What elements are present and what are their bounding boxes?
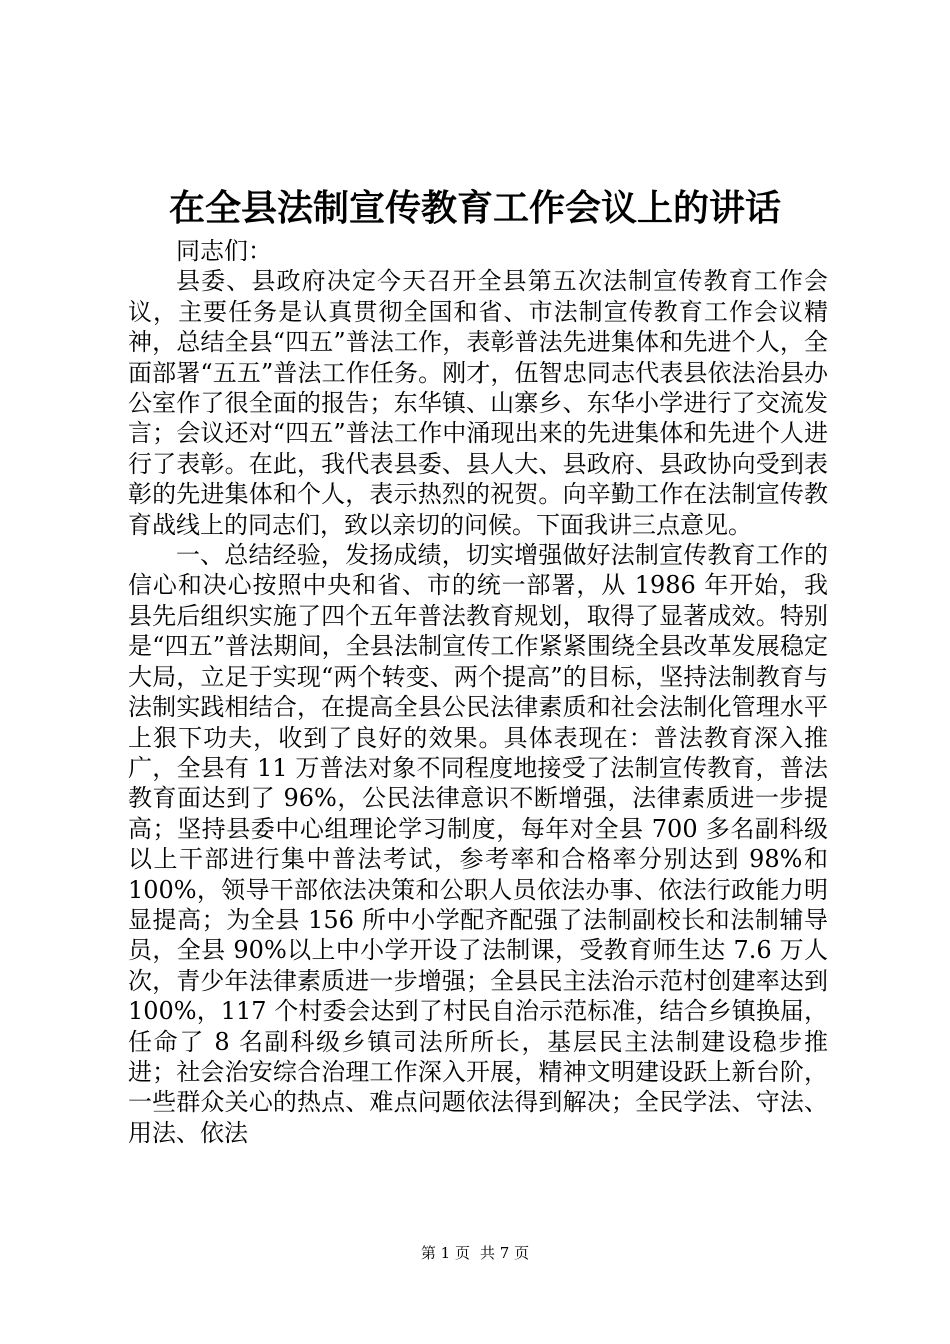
page-total: 共 7 页: [480, 1244, 530, 1262]
intro-paragraph: 县委、县政府决定今天召开全县第五次法制宣传教育工作会议，主要任务是认真贯彻全国和省、市法制宣传教育工作会议精神，总结全县“四五”普法工作，表彰普法先进集体和先进个人，全面部署“五五”普法工作任务。刚才，伍智忠同志代表县依法治县办公室作了很全面的报告；东华镇、山寨乡、东华小学进行了交流发言；会议还对“四五”普法工作中涌现出来的先进集体和先进个人进行了表彰。在此，我代表县委、县人大、县政府、县政协向受到表彰的先进集体和个人，表示热烈的祝贺。向辛勤工作在法制宣传教育战线上的同志们，致以亲切的问候。下面我讲三点意见。: [128, 267, 828, 539]
section-one-paragraph: 一、总结经验，发扬成绩，切实增强做好法制宣传教育工作的信心和决心按照中央和省、市的统一部署，从 1986 年开始，我县先后组织实施了四个五年普法教育规划，取得了显著成效。特别是“四五”普法期间，全县法制宣传工作紧紧围绕全县改革发展稳定大局，立足于实现“两个转变、两个提高”的目标，坚持法制教育与法制实践相结合，在提高全县公民法律素质和社会法制化管理水平上狠下功夫，收到了良好的效果。具体表现在：普法教育深入推广，全县有 11 万普法对象不同程度地接受了法制宣传教育，普法教育面达到了 96%，公民法律意识不断增强，法律素质进一步提高；坚持县委中心组理论学习制度，每年对全县 700 多名副科级以上干部进行集中普法考试，参考率和合格率分别达到 98%和 100%，领导干部依法决策和公职人员依法办事、依法行政能力明显提高；为全县 156 所中小学配齐配强了法制副校长和法制辅导员，全县 90%以上中小学开设了法制课，受教育师生达 7.6 万人次，青少年法律素质进一步增强；全县民主法治示范村创建率达到 100%，117 个村委会达到了村民自治示范标准，结合乡镇换届，任命了 8 名副科级乡镇司法所所长，基层民主法制建设稳步推进；社会治安综合治理工作深入开展，精神文明建设跃上新台阶，一些群众关心的热点、难点问题依法得到解决；全民学法、守法、用法、依法: [128, 541, 828, 1147]
page-number: 第 1 页: [420, 1244, 470, 1262]
document-body: [128, 236, 828, 1148]
salutation-paragraph: 同志们：: [176, 237, 272, 265]
document-title: 在全县法制宣传教育工作会议上的讲话: [168, 188, 781, 229]
page-footer: [0, 1243, 950, 1263]
